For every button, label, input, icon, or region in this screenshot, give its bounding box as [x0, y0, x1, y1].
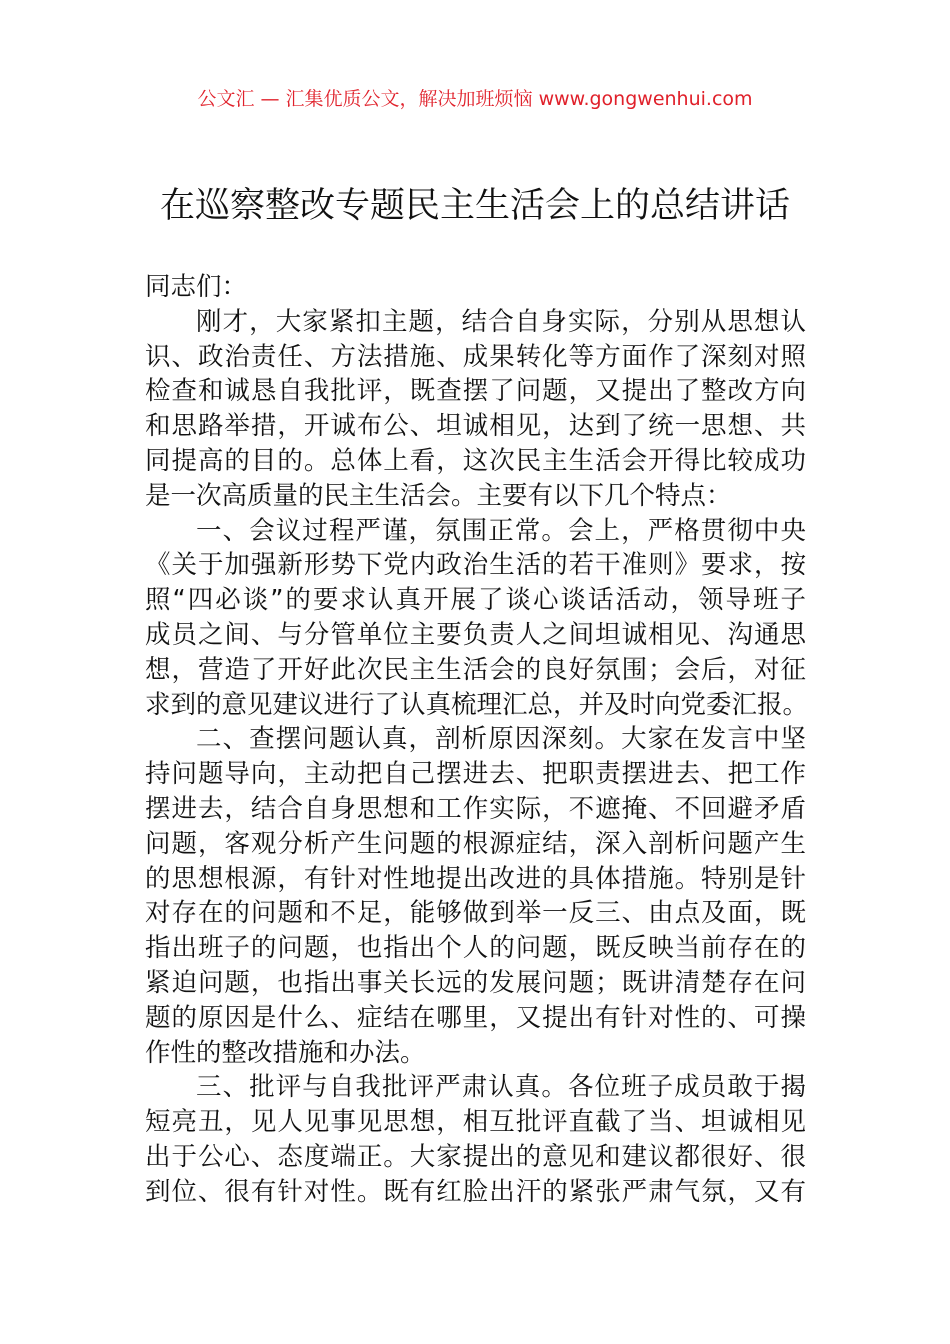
text-line: 指出班子的问题，也指出个人的问题，既反映当前存在的 — [145, 933, 806, 964]
text-line: 成员之间、与分管单位主要负责人之间坦诚相见、沟通思 — [145, 619, 806, 650]
text-line: 短亮丑，见人见事见思想，相互批评直截了当、坦诚相见 — [145, 1107, 806, 1138]
text-line: 的思想根源，有针对性地提出改进的具体措施。特别是针 — [145, 863, 806, 894]
text-line: 检查和诚恳自我批评，既查摆了问题，又提出了整改方向 — [145, 376, 806, 407]
text-line: 想，营造了开好此次民主生活会的良好氛围；会后，对征 — [145, 654, 806, 685]
text-line: 题的原因是什么、症结在哪里，又提出有针对性的、可操 — [145, 1002, 806, 1033]
document-body — [145, 270, 809, 1210]
text-line: 照“四必谈”的要求认真开展了谈心谈话活动，领导班子 — [145, 585, 806, 616]
paragraph — [145, 270, 806, 305]
text-line: 和思路举措，开诚布公、坦诚相见，达到了统一思想、共 — [145, 411, 806, 442]
text-line: 识、政治责任、方法措施、成果转化等方面作了深刻对照 — [145, 341, 806, 372]
paragraph — [145, 514, 809, 723]
text-line: 《关于加强新形势下党内政治生活的若干准则》要求，按 — [145, 550, 806, 581]
text-line: 三、批评与自我批评严肃认真。各位班子成员敢于揭 — [196, 1072, 806, 1103]
site-banner: 公文汇 — 汇集优质公文，解决加班烦恼 www.gongwenhui.com — [197, 88, 753, 110]
text-line: 求到的意见建议进行了认真梳理汇总，并及时向党委汇报。 — [145, 689, 809, 720]
text-line: 同志们： — [145, 272, 248, 302]
text-line: 二、查摆问题认真，剖析原因深刻。大家在发言中坚 — [196, 724, 806, 755]
text-line: 到位、很有针对性。既有红脸出汗的紧张严肃气氛，又有 — [145, 1176, 806, 1207]
text-line: 对存在的问题和不足，能够做到举一反三、由点及面，既 — [145, 898, 806, 929]
text-line: 紧迫问题，也指出事关长远的发展问题；既讲清楚存在问 — [145, 967, 806, 998]
text-line: 作性的整改措施和办法。 — [145, 1037, 426, 1068]
document-title: 在巡察整改专题民主生活会上的总结讲话 — [159, 186, 790, 226]
text-line: 问题，客观分析产生问题的根源症结，深入剖析问题产生 — [145, 828, 806, 859]
text-line: 摆进去，结合自身思想和工作实际，不遮掩、不回避矛盾 — [145, 793, 806, 824]
text-line: 出于公心、态度端正。大家提出的意见和建议都很好、很 — [145, 1141, 806, 1172]
text-line: 是一次高质量的民主生活会。主要有以下几个特点： — [145, 480, 732, 511]
text-line: 持问题导向，主动把自己摆进去、把职责摆进去、把工作 — [145, 759, 806, 790]
paragraph — [145, 305, 806, 514]
text-line: 一、会议过程严谨，氛围正常。会上，严格贯彻中央 — [196, 515, 806, 546]
paragraph — [145, 1070, 806, 1209]
paragraph — [145, 722, 806, 1070]
text-line: 同提高的目的。总体上看，这次民主生活会开得比较成功 — [145, 445, 806, 476]
text-line: 刚才，大家紧扣主题，结合自身实际，分别从思想认 — [196, 306, 806, 337]
